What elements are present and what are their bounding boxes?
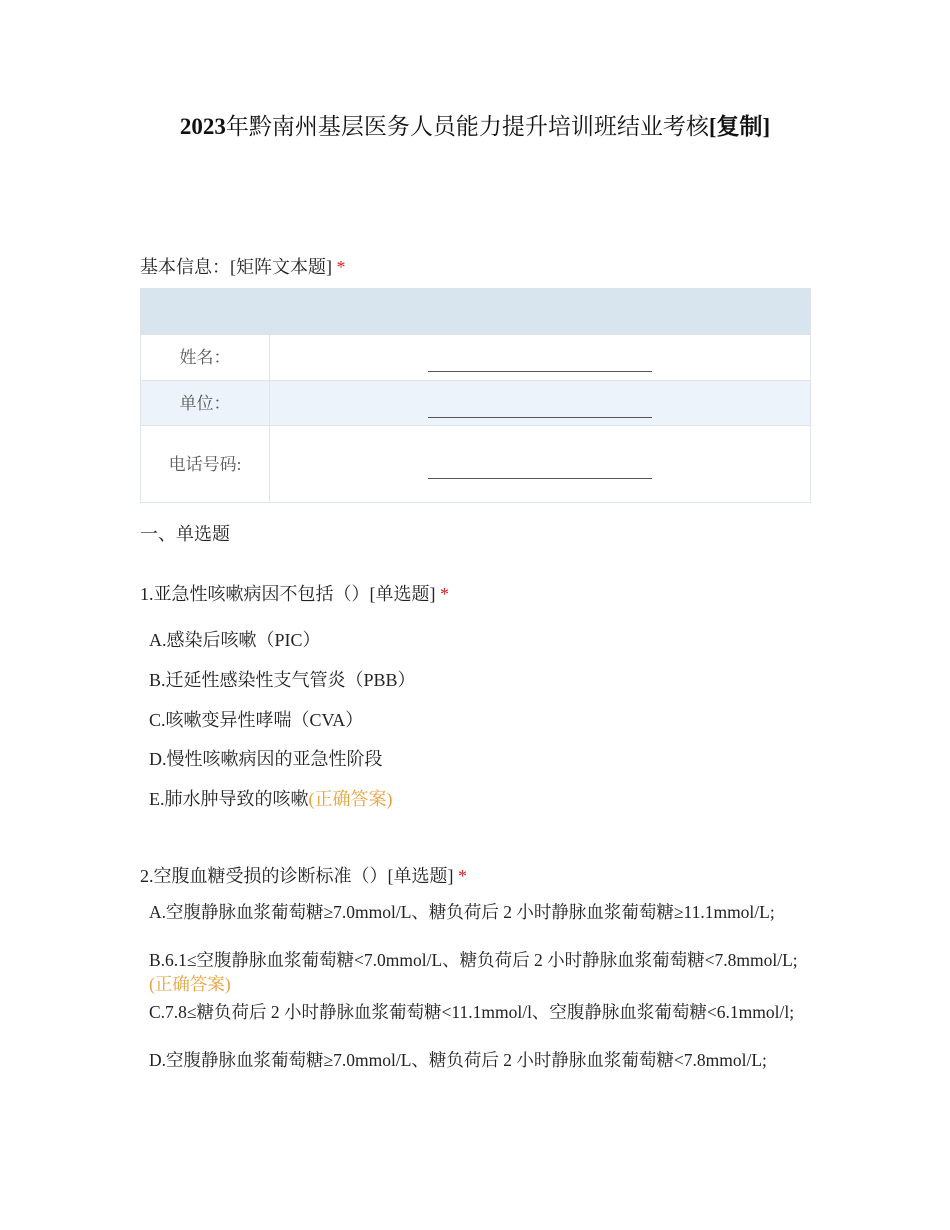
section-heading: 一、单选题 [140, 524, 230, 544]
option-text: E.肺水肿导致的咳嗽 [149, 789, 309, 809]
q2-option-a[interactable]: A.空腹静脉血浆葡萄糖≥7.0mmol/L、糖负荷后 2 小时静脉血浆葡萄糖≥11.1mmol/L; [149, 902, 775, 922]
basic-info-label [140, 253, 346, 279]
basic-info-matrix [140, 288, 811, 503]
q1-option-b[interactable]: B.迁延性感染性支气管炎（PBB） [149, 670, 416, 690]
row-label: 姓名： [141, 335, 270, 381]
required-mark: * [440, 584, 449, 604]
q1-option-d[interactable]: D.慢性咳嗽病因的亚急性阶段 [149, 749, 383, 769]
unit-field-cell[interactable] [270, 381, 811, 426]
basic-info-text: 基本信息：[矩阵文本题] [140, 257, 332, 277]
q1-option-a[interactable]: A.感染后咳嗽（PIC） [149, 630, 321, 650]
page-title [0, 108, 950, 141]
q1-option-e[interactable] [149, 785, 393, 811]
matrix-row-unit [141, 381, 811, 426]
row-label: 单位： [141, 381, 270, 426]
matrix-header-cell [270, 289, 811, 335]
matrix-header-row [141, 289, 811, 335]
question-1-title [140, 580, 449, 606]
row-label: 电话号码: [141, 426, 270, 503]
required-mark: * [336, 257, 346, 277]
q2-option-b[interactable] [149, 948, 799, 996]
q2-option-d[interactable]: D.空腹静脉血浆葡萄糖≥7.0mmol/L、糖负荷后 2 小时静脉血浆葡萄糖<7.8mmol/L; [149, 1050, 767, 1070]
matrix-row-name [141, 335, 811, 381]
q1-option-c[interactable]: C.咳嗽变异性哮喘（CVA） [149, 710, 364, 730]
q2-option-c[interactable]: C.7.8≤糖负荷后 2 小时静脉血浆葡萄糖<11.1mmol/l、空腹静脉血浆葡萄糖<6.1mmol/l; [149, 1002, 795, 1022]
title-copy-tag: [复制] [708, 114, 771, 139]
question-2-title [140, 862, 467, 888]
name-field-cell[interactable] [270, 335, 811, 381]
option-text: B.6.1≤空腹静脉血浆葡萄糖<7.0mmol/L、糖负荷后 2 小时静脉血浆葡萄糖<7.8mmol/L; [149, 950, 798, 970]
matrix-row-phone [141, 426, 811, 503]
correct-answer-tag: (正确答案) [308, 789, 393, 809]
matrix-header-cell [141, 289, 270, 335]
question-2-text: 2.空腹血糖受损的诊断标准（）[单选题] [140, 866, 454, 886]
title-year: 2023 [179, 114, 226, 139]
question-1-text: 1.亚急性咳嗽病因不包括（）[单选题] [140, 584, 436, 604]
title-main: 年黔南州基层医务人员能力提升培训班结业考核 [225, 114, 709, 139]
required-mark: * [458, 866, 467, 886]
correct-answer-tag: (正确答案) [149, 974, 231, 994]
name-input-line[interactable] [428, 349, 652, 372]
phone-field-cell[interactable] [270, 426, 811, 503]
phone-input-line[interactable] [428, 456, 652, 479]
unit-input-line[interactable] [428, 395, 652, 418]
